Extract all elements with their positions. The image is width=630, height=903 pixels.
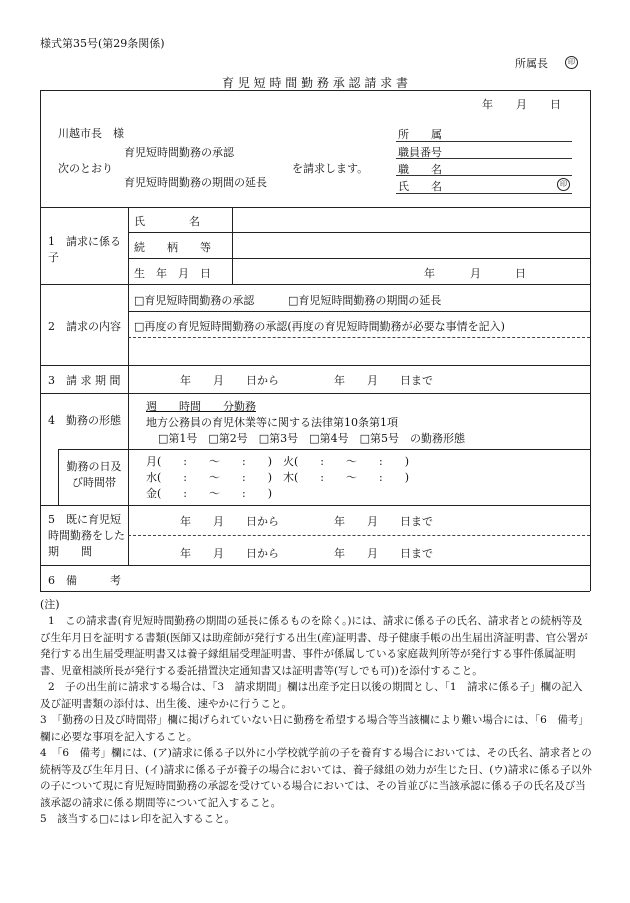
weekly-hours[interactable]: 週 時間 分勤務 bbox=[146, 400, 256, 413]
remarks-label: 6 備 考 bbox=[48, 574, 121, 587]
affiliation-label: 所 属 bbox=[398, 128, 442, 141]
checkbox-extension[interactable]: □育児短時間勤務の期間の延長 bbox=[288, 294, 442, 307]
staff-number-field[interactable] bbox=[396, 158, 572, 159]
request-suffix: を請求します。 bbox=[292, 162, 369, 175]
note-item: 5 該当する□にはレ印を記入すること。 bbox=[40, 813, 236, 825]
child-section-label: 1 請求に係る子 bbox=[48, 235, 121, 264]
affiliation-field[interactable] bbox=[396, 141, 572, 142]
note-item: 1 この請求書(育児短時間勤務の期間の延長に係るものを除く。)には、請求に係る子の氏名、請求者との続柄等及び生年月日を証明する書類(医師又は助産師が発行する出生(産)証明書、母子健康手帳の出生届出済証明書、官公署が発行する出生届受理証明書又は養子縁組届受理証明書、事件が係属している家庭裁判所等が発行する事件係属証明書、児童相談所長が発行する委託措置決定通知書又は証明書等(写しでも可))を添付すること。 bbox=[40, 615, 588, 677]
schedule-row-1[interactable]: 月( : 〜 : ) 火( : 〜 : ) bbox=[146, 455, 409, 468]
position-label: 職 名 bbox=[398, 163, 442, 176]
option-approval: 育児短時間勤務の承認 bbox=[124, 146, 234, 159]
birth-year-label: 年 bbox=[424, 267, 435, 280]
child-relation-label: 続 柄 等 bbox=[134, 241, 211, 254]
name-field[interactable] bbox=[396, 193, 572, 194]
page-title: 育 児 短 時 間 勤 務 承 認 請 求 書 bbox=[222, 76, 408, 90]
law-reference: 地方公務員の育児休業等に関する法律第10条第1項 bbox=[146, 416, 398, 429]
previous-period-label: 5 既に育児短時間勤務をした 期 間 bbox=[48, 513, 136, 558]
request-period-value[interactable]: 年 月 日から 年 月 日まで bbox=[180, 374, 433, 387]
item-options[interactable]: □第1号 □第2号 □第3号 □第4号 □第5号 の勤務形態 bbox=[158, 432, 465, 445]
previous-period-row-1[interactable]: 年 月 日から 年 月 日まで bbox=[180, 515, 433, 528]
request-period-label: 3 請 求 期 間 bbox=[48, 374, 121, 387]
supervisor-seal-icon: 印 bbox=[565, 56, 578, 69]
previous-period-row-2[interactable]: 年 月 日から 年 月 日まで bbox=[180, 547, 433, 560]
schedule-row-3[interactable]: 金( : 〜 : ) bbox=[146, 487, 272, 500]
birth-month-label: 月 bbox=[470, 267, 481, 280]
schedule-label: 勤務の日及び時間帯 bbox=[66, 460, 122, 489]
applicant-seal-icon: 印 bbox=[557, 178, 570, 191]
staff-number-label: 職員番号 bbox=[398, 146, 442, 159]
notes-heading: (注) bbox=[40, 598, 60, 611]
note-item: 2 子の出生前に請求する場合は、「3 請求期間」欄は出産予定日以後の期間とし、「1 請求に係る子」欄の記入及び証明書類の添付は、出生後、速やかに行うこと。 bbox=[40, 681, 583, 710]
option-extension: 育児短時間勤務の期間の延長 bbox=[124, 176, 267, 189]
birth-day-label: 日 bbox=[515, 267, 526, 280]
remarks-input[interactable] bbox=[132, 568, 586, 588]
child-name-input[interactable] bbox=[236, 210, 586, 230]
date-year-label: 年 bbox=[482, 98, 493, 111]
schedule-row-2[interactable]: 水( : 〜 : ) 木( : 〜 : ) bbox=[146, 471, 409, 484]
note-item: 3 「勤務の日及び時間帯」欄に掲げられていない日に勤務を希望する場合等当該欄により難い場合には、「6 備考」欄に必要な事項を記入すること。 bbox=[40, 714, 589, 743]
form-number: 様式第35号(第29条関係) bbox=[40, 37, 165, 50]
addressee: 川越市長 様 bbox=[58, 127, 124, 140]
work-form-label: 4 勤務の形態 bbox=[48, 414, 121, 427]
supervisor-label: 所属長 bbox=[515, 57, 548, 70]
checkbox-approval[interactable]: □育児短時間勤務の承認 bbox=[134, 294, 255, 307]
notes-list bbox=[40, 613, 592, 828]
child-birthdate-label: 生 年 月 日 bbox=[134, 267, 211, 280]
request-content-label: 2 請求の内容 bbox=[48, 320, 121, 333]
checkbox-reapproval[interactable]: □再度の育児短時間勤務の承認(再度の育児短時間勤務が必要な事情を記入) bbox=[134, 320, 505, 333]
date-day-label: 日 bbox=[550, 98, 561, 111]
position-field[interactable] bbox=[396, 175, 572, 176]
child-name-label: 氏 名 bbox=[134, 215, 200, 228]
date-month-label: 月 bbox=[516, 98, 527, 111]
name-label: 氏 名 bbox=[398, 180, 442, 193]
intro-prefix: 次のとおり bbox=[58, 162, 113, 175]
child-relation-input[interactable] bbox=[236, 235, 586, 256]
note-item: 4 「6 備考」欄には、(ア)請求に係る子以外に小学校就学前の子を養育する場合においては、その氏名、請求者との続柄等及び生年月日、(イ)請求に係る子が養子の場合においては、養子縁組の効力が生じた日、(ウ)請求に係る子以外の子について現に育児短時間勤務の承認を受けている場合においては、その旨並びに当該承認に係る子の氏名及び当該承認の請求に係る期間等について記入すること。 bbox=[40, 747, 592, 809]
